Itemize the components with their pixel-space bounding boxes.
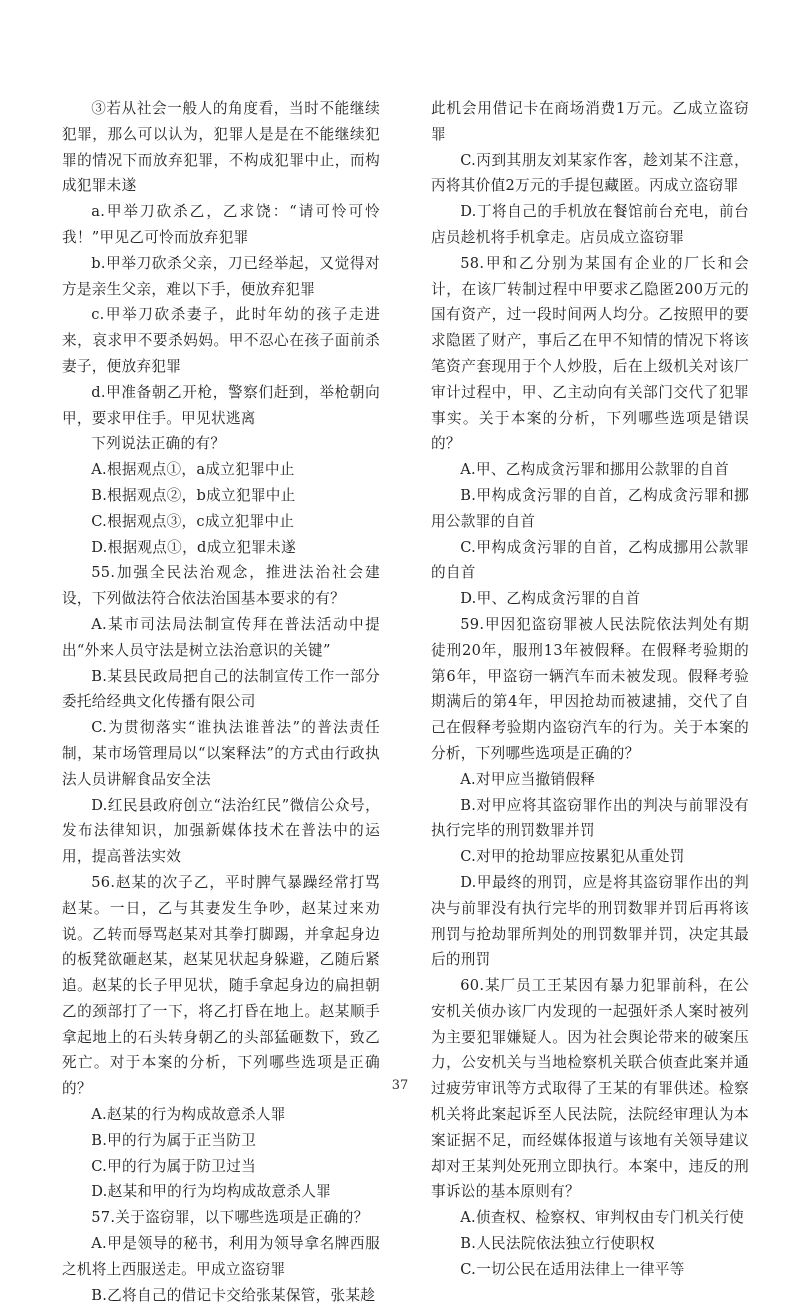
answer-option: A.某市司法局法制宣传拜在普法活动中提出“外来人员守法是树立法治意识的关键”	[62, 615, 380, 659]
answer-option: A.甲是领导的秘书，利用为领导拿名牌西服之机将上西服送走。甲成立盗窃罪	[62, 1235, 380, 1278]
answer-option: b.甲举刀砍杀父亲，刀已经举起，又觉得对方是亲生父亲，难以下手，便放弃犯罪	[62, 254, 380, 298]
answer-option: D.赵某和甲的行为均构成故意杀人罪	[91, 1183, 332, 1201]
answer-option: B.某县民政局把自己的法制宣传工作一部分委托给经典文化传播有限公司	[62, 667, 380, 711]
answer-option: B.乙将自己的借记卡交给张某保管，张某趁	[91, 1286, 376, 1304]
answer-option: A.赵某的行为构成故意杀人罪	[91, 1106, 286, 1124]
answer-option: D.丁将自己的手机放在餐馆前台充电，前台店员趁机将手机拿走。店员成立盗窃罪	[431, 203, 749, 246]
paragraph: 57.关于盗窃罪，以下哪些选项是正确的？	[91, 1209, 369, 1227]
answer-option: C.甲构成贪污罪的自首，乙构成挪用公款罪的自首	[431, 538, 749, 582]
paragraph: 下列说法正确的有？	[91, 435, 226, 453]
answer-option: d.甲准备朝乙开枪，警察们赶到，举枪朝向甲，要求甲住手。甲见状逃离	[62, 383, 380, 427]
answer-option: B.人民法院依法独立行使职权	[460, 1235, 655, 1253]
answer-option: a.甲举刀砍杀乙，乙求饶：“请可怜可怜我！”甲见乙可怜而放弃犯罪	[62, 203, 380, 246]
answer-option: C.对甲的抢劫罪应按累犯从重处罚	[460, 848, 685, 866]
answer-option: C.丙到其朋友刘某家作客，趁刘某不注意，丙将其价值2万元的手提包藏匿。丙成立盗窃罪	[431, 151, 749, 195]
page-number: 37	[391, 1078, 409, 1093]
answer-option: B.甲的行为属于正当防卫	[91, 1131, 257, 1149]
answer-option: A.根据观点①，a成立犯罪中止	[91, 461, 295, 479]
paragraph: 此机会用借记卡在商场消费1万元。乙成立盗窃罪	[431, 100, 749, 143]
paragraph: 56.赵某的次子乙，平时脾气暴躁经常打骂赵某。一日，乙与其妻发生争吵，赵某过来劝说。乙转而辱骂赵某对其拳打脚踢，并拿起身边的板凳欲砸赵某，赵某见状起身躲避，乙随后紧追。赵某的长子甲见状，随手拿起身边的扁担朝乙的颈部打了一下，将乙打昏在地上。赵某顺手拿起地上的石头转身朝乙的头部猛砸数下，致乙死亡。对于本案的分析，下列哪些选项是正确的？	[62, 873, 380, 1098]
answer-option: D.甲最终的刑罚，应是将其盗窃罪作出的判决与前罪没有执行完毕的刑罚数罪并罚后再将该刑罚与抢劫罪所判处的刑罚数罪并罚，决定其最后的刑罚	[431, 873, 749, 969]
answer-option: C.甲的行为属于防卫过当	[91, 1157, 257, 1175]
answer-option: C.为贯彻落实“谁执法谁普法”的普法责任制，某市场管理局以“以案释法”的方式由行政执法人员讲解食品安全法	[62, 719, 380, 788]
paragraph: 55.加强全民法治观念，推进法治社会建设，下列做法符合依法治国基本要求的有？	[62, 564, 380, 608]
answer-option: B.根据观点②，b成立犯罪中止	[91, 486, 296, 504]
paragraph: 58.甲和乙分别为某国有企业的厂长和会计，在该厂转制过程中甲要求乙隐匿200万元的国有资产，过一段时间两人均分。乙按照甲的要求隐匿了财产，事后乙在甲不知情的情况下将该笔资产套现用于个人炒股，后在上级机关对该厂审计过程中，甲、乙主动向有关部门交代了犯罪事实。关于本案的分析，下列哪些选项是错误的？	[431, 254, 749, 453]
answer-option: D.根据观点①，d成立犯罪未遂	[91, 538, 296, 556]
answer-option: B.对甲应将其盗窃罪作出的判决与前罪没有执行完毕的刑罚数罪并罚	[431, 796, 749, 840]
paragraph: 60.某厂员工王某因有暴力犯罪前科，在公安机关侦办该厂内发现的一起强奸杀人案时被列为主要犯罪嫌疑人。因为社会舆论带来的破案压力，公安机关与当地检察机关联合侦查此案并通过疲劳审讯等方式取得了王某的有罪供述。检察机关将此案起诉至人民法院，法院经审理认为本案证据不足，而经媒体报道与该地有关领导建议却对王某判处死刑立即执行。本案中，违反的刑事诉讼的基本原则有？	[431, 977, 749, 1201]
answer-option: D.红民县政府创立“法治红民”微信公众号，发布法律知识，加强新媒体技术在普法中的运用，提高普法实效	[62, 796, 380, 866]
answer-option: D.甲、乙构成贪污罪的自首	[460, 590, 641, 608]
answer-option: A.对甲应当撤销假释	[460, 770, 596, 788]
answer-option: A.甲、乙构成贪污罪和挪用公款罪的自首	[460, 461, 730, 479]
answer-option: B.甲构成贪污罪的自首，乙构成贪污罪和挪用公款罪的自首	[431, 486, 749, 530]
paragraph: 59.甲因犯盗窃罪被人民法院依法判处有期徒刑20年，服刑13年被假释。在假释考验期的第6年，甲盗窃一辆汽车而未被发现。假释考验期满后的第4年，甲因抢劫而被逮捕，交代了自己在假释考验期内盗窃汽车的行为。关于本案的分析，下列哪些选项是正确的？	[431, 615, 749, 762]
left-column	[62, 96, 380, 1308]
answer-option: A.侦查权、检察权、审判权由专门机关行使	[460, 1209, 745, 1227]
answer-option: C.一切公民在适用法律上一律平等	[460, 1260, 685, 1278]
paragraph: ③若从社会一般人的角度看，当时不能继续犯罪，那么可以认为，犯罪人是是在不能继续犯罪的情况下而放弃犯罪，不构成犯罪中止，而构成犯罪未遂	[62, 100, 380, 195]
right-column	[431, 96, 749, 1283]
answer-option: c.甲举刀砍杀妻子，此时年幼的孩子走进来，哀求甲不要杀妈妈。甲不忍心在孩子面前杀妻子，便放弃犯罪	[62, 306, 380, 375]
answer-option: C.根据观点③，c成立犯罪中止	[91, 512, 295, 530]
